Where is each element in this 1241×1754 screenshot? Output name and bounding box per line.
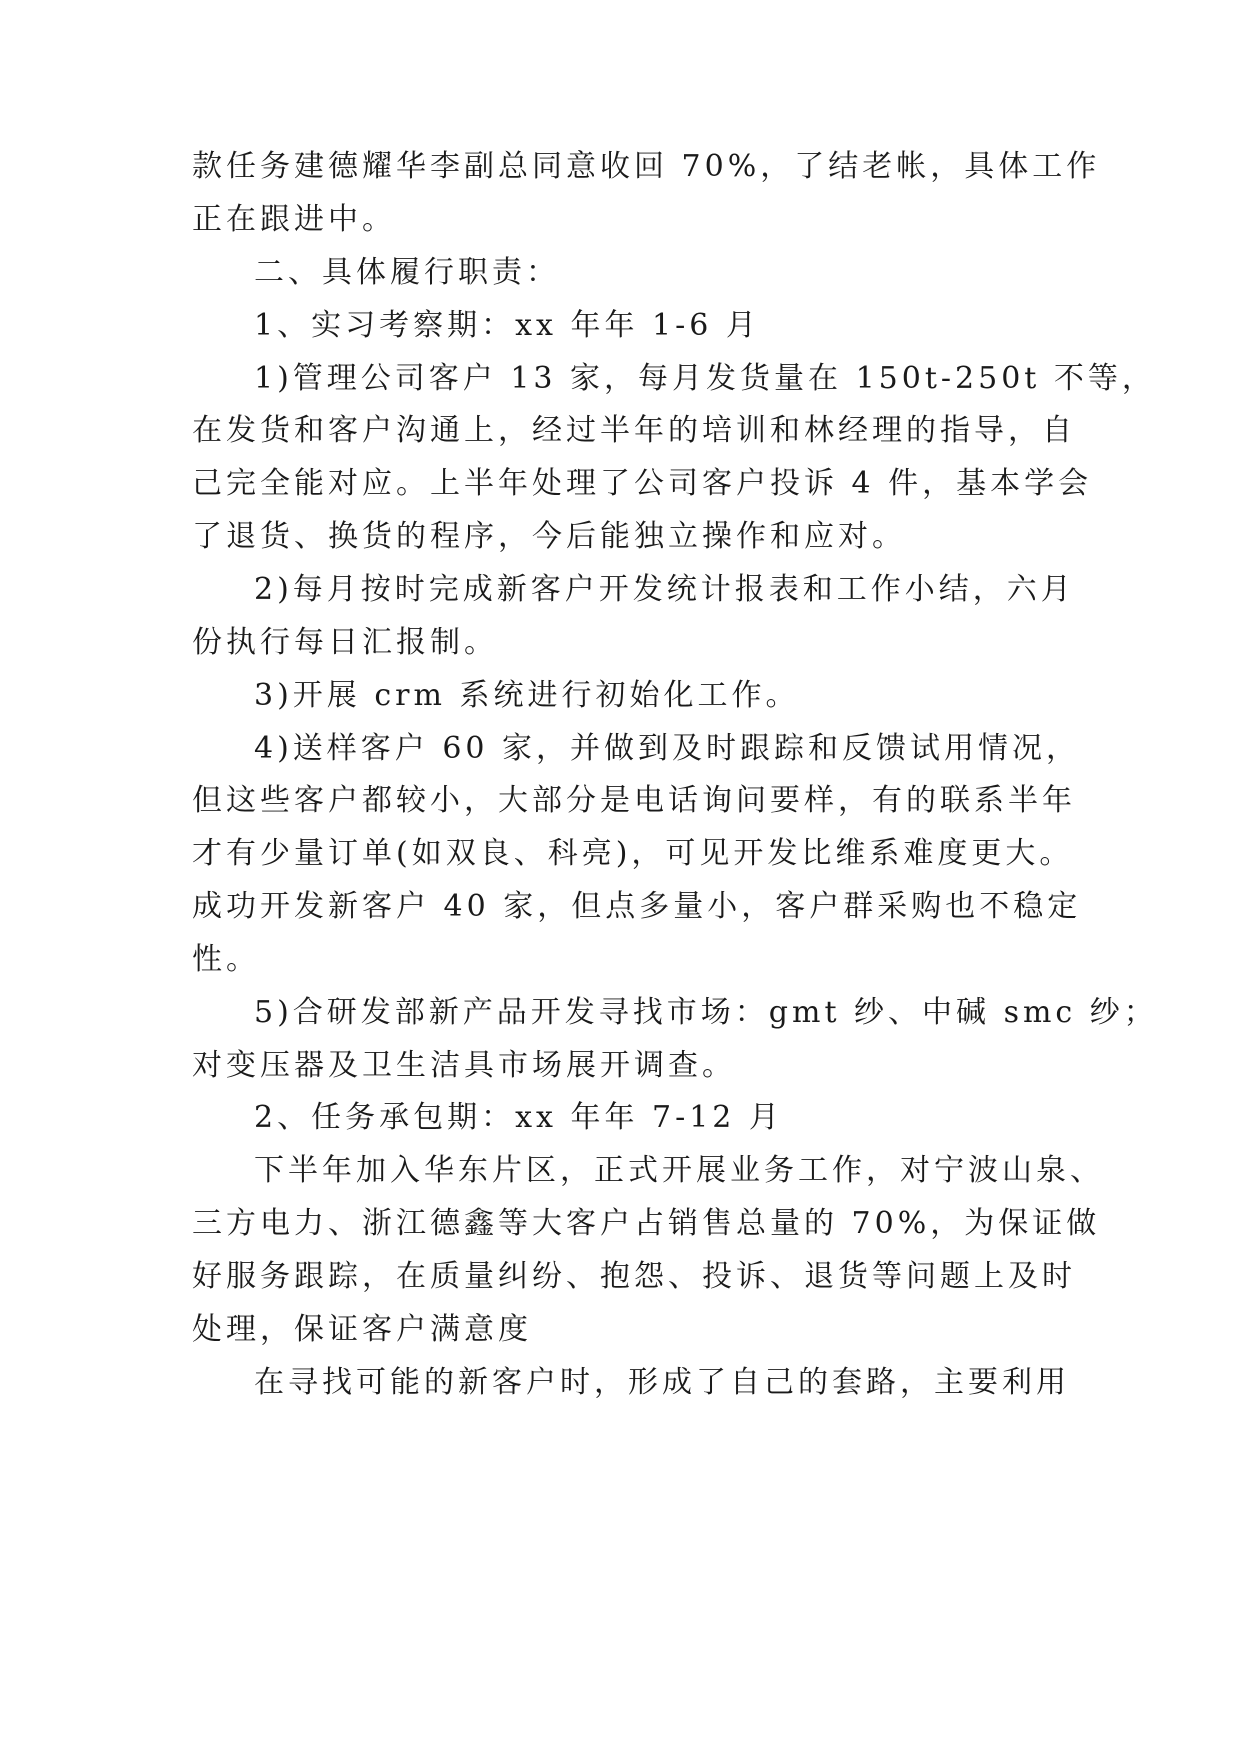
text-line: 了退货、换货的程序，今后能独立操作和应对。 [192,519,906,554]
text-line: 在寻找可能的新客户时，形成了自己的套路，主要利用 [254,1365,1070,1400]
subsection-heading: 1、实习考察期：xx 年年 1-6 月 [254,308,760,343]
text-line: 款任务建德耀华李副总同意收回 70%，了结老帐，具体工作 [192,149,1101,184]
text-line: 己完全能对应。上半年处理了公司客户投诉 4 件，基本学会 [192,466,1093,501]
text-line: 处理，保证客户满意度 [192,1312,532,1347]
text-line: 下半年加入华东片区，正式开展业务工作，对宁波山泉、 [254,1153,1104,1188]
text-line: 成功开发新客户 40 家，但点多量小，客户群采购也不稳定 [192,889,1082,924]
text-line: 好服务跟踪，在质量纠纷、抱怨、投诉、退货等问题上及时 [192,1259,1076,1294]
text-line: 3)开展 crm 系统进行初始化工作。 [254,678,800,713]
text-line: 5)合研发部新产品开发寻找市场：gmt 纱、中碱 smc 纱； [254,995,1158,1030]
text-line: 性。 [192,942,260,977]
text-line: 才有少量订单(如双良、科亮)，可见开发比维系难度更大。 [192,836,1074,871]
text-line: 4)送样客户 60 家，并做到及时跟踪和反馈试用情况， [254,731,1081,766]
section-heading: 二、具体履行职责： [254,255,560,290]
text-line: 在发货和客户沟通上，经过半年的培训和林经理的指导，自 [192,413,1076,448]
text-line: 1)管理公司客户 13 家，每月发货量在 150t-250t 不等， [254,361,1156,396]
text-line: 2)每月按时完成新客户开发统计报表和工作小结，六月 [254,572,1075,607]
text-line: 份执行每日汇报制。 [192,625,498,660]
text-line: 但这些客户都较小，大部分是电话询问要样，有的联系半年 [192,783,1076,818]
text-line: 正在跟进中。 [192,202,396,237]
subsection-heading: 2、任务承包期：xx 年年 7-12 月 [254,1100,783,1135]
text-line: 对变压器及卫生洁具市场展开调查。 [192,1048,736,1083]
text-line: 三方电力、浙江德鑫等大客户占销售总量的 70%，为保证做 [192,1206,1101,1241]
